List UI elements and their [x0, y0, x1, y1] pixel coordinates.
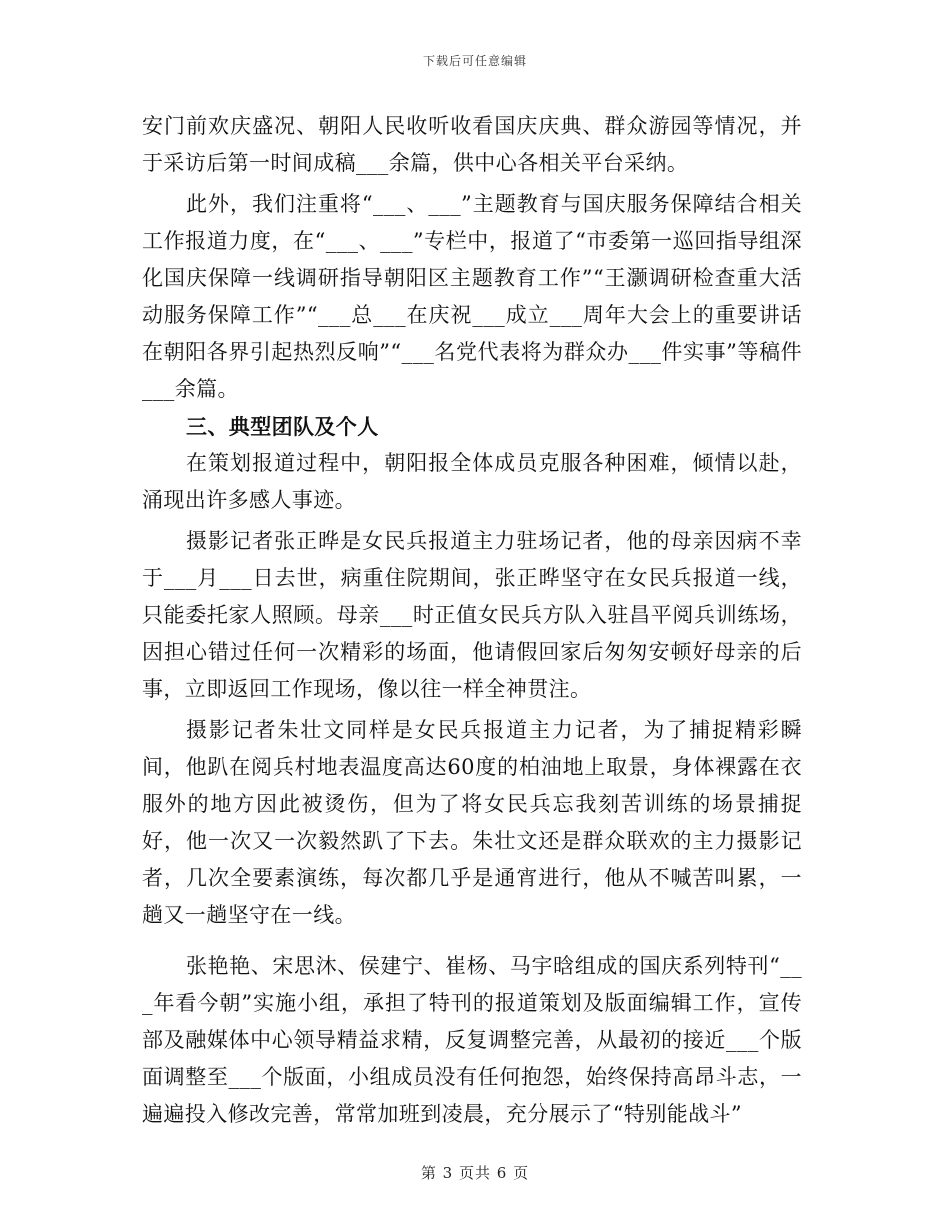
- page-number: 第 3 页共 6 页: [420, 1164, 530, 1182]
- paragraph-continuation: 安门前欢庆盛况、朝阳人民收听收看国庆庆典、群众游园等情况，并于采访后第一时间成稿___余篇，供中心各相关平台采纳。: [142, 114, 802, 175]
- paragraph-team-overview: 在策划报道过程中，朝阳报全体成员克服各种困难，倾情以赴，涌现出许多感人事迹。: [142, 451, 802, 512]
- page-header: 下载后可任意编辑: [422, 54, 527, 68]
- section-heading-typical-teams: 三、典型团队及个人: [186, 414, 379, 439]
- paragraph-zhu-zhuangwen: 摄影记者朱壮文同样是女民兵报道主力记者，为了捕捉精彩瞬间，他趴在阅兵村地表温度高达60度的柏油地上取景，身体裸露在衣服外的地方因此被烫伤，但为了将女民兵忘我刻苦训练的场景捕捉好，他一次又一次毅然趴了下去。朱壮文还是群众联欢的主力摄影记者，几次全要素演练，每次都几乎是通宵进行，他从不喊苦叫累，一趟又一趟坚守在一线。: [142, 718, 802, 927]
- paragraph-special-issue-team: 张艳艳、宋思沐、侯建宁、崔杨、马宇晗组成的国庆系列特刊“___年看今朝”实施小组，承担了特刊的报道策划及版面编辑工作，宣传部及融媒体中心领导精益求精，反复调整完善，从最初的接近___个版面调整至___个版面，小组成员没有任何抱怨，始终保持高昂斗志，一遍遍投入修改完善，常常加班到凌晨，充分展示了“特别能战斗”: [142, 954, 802, 1126]
- paragraph-zhang-zhengye: 摄影记者张正晔是女民兵报道主力驻场记者，他的母亲因病不幸于___月___日去世，病重住院期间，张正晔坚守在女民兵报道一线，只能委托家人照顾。母亲___时正值女民兵方队入驻昌平阅兵训练场，因担心错过任何一次精彩的场面，他请假回家后匆匆安顿好母亲的后事，立即返回工作现场，像以往一样全神贯注。: [142, 529, 802, 701]
- document-body: [142, 108, 802, 1133]
- paragraph-theme-education: 此外，我们注重将“___、___”主题教育与国庆服务保障结合相关工作报道力度，在“___、___”专栏中，报道了“市委第一巡回指导组深化国庆保障一线调研指导朝阳区主题教育工作”“王灏调研检查重大活动服务保障工作”“___总___在庆祝___成立___周年大会上的重要讲话在朝阳各界引起热烈反响”“___名党代表将为群众办___件实事”等稿件___余篇。: [142, 192, 802, 401]
